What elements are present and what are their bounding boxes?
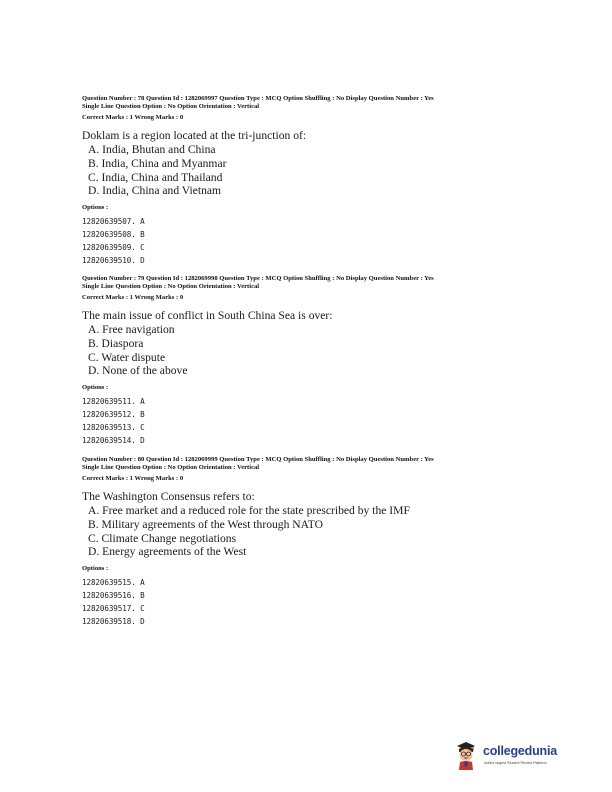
answer-choice-d: D. India, China and Vietnam [88, 184, 222, 198]
question-meta-line1: Question Number : 80 Question Id : 1282069999 Question Type : MCQ Option Shuffling : No Display Question Number : Yes [82, 456, 434, 463]
option-id-list [82, 215, 522, 267]
question-meta-line2: Single Line Question Option : No Option Orientation : Vertical [82, 103, 260, 111]
options-label: Options : [82, 565, 109, 573]
option-id-c: 12820639517. C [82, 604, 145, 614]
question-text: The main issue of conflict in South China Sea is over: [82, 309, 333, 323]
answer-choice-a: A. India, Bhutan and China [88, 143, 216, 157]
option-id-b: 12820639508. B [82, 230, 145, 240]
question-marks: Correct Marks : 1 Wrong Marks : 0 [82, 113, 184, 121]
option-id-list [82, 395, 522, 447]
question-meta [82, 456, 522, 473]
option-id-d: 12820639518. D [82, 617, 145, 627]
option-id-a: 12820639515. A [82, 578, 145, 588]
question-meta [82, 275, 522, 292]
answer-choice-d: D. None of the above [88, 364, 188, 378]
question-meta-line2: Single Line Question Option : No Option Orientation : Vertical [82, 464, 260, 472]
option-id-c: 12820639513. C [82, 423, 145, 433]
question-marks: Correct Marks : 1 Wrong Marks : 0 [82, 474, 184, 482]
answer-choice-c: C. India, China and Thailand [88, 170, 223, 184]
answer-choice-b: B. Diaspora [88, 336, 144, 350]
answer-choices [82, 143, 522, 198]
option-id-b: 12820639512. B [82, 410, 145, 420]
collegedunia-brand [455, 740, 575, 780]
question-meta [82, 95, 522, 112]
question-text: The Washington Consensus refers to: [82, 490, 255, 504]
question-block-78 [82, 95, 522, 267]
answer-choices [82, 504, 522, 559]
options-label: Options : [82, 204, 109, 212]
question-block-79 [82, 275, 522, 447]
question-meta-line1: Question Number : 78 Question Id : 1282069997 Question Type : MCQ Option Shuffling : No Display Question Number : Yes [82, 95, 434, 102]
question-marks: Correct Marks : 1 Wrong Marks : 0 [82, 293, 184, 301]
question-text: Doklam is a region located at the tri-junction of: [82, 129, 307, 143]
question-block-80 [82, 456, 522, 628]
answer-choice-b: B. India, China and Myanmar [88, 156, 227, 170]
brand-name: collegedunia [483, 744, 558, 758]
option-id-b: 12820639516. B [82, 591, 145, 601]
option-id-list [82, 576, 522, 628]
answer-choice-c: C. Climate Change negotiations [88, 531, 237, 545]
student-mascot-icon [455, 740, 477, 770]
brand-tagline: India's largest Student Review Platform [484, 761, 547, 765]
option-id-a: 12820639511. A [82, 397, 145, 407]
option-id-a: 12820639507. A [82, 217, 145, 227]
answer-choice-a: A. Free navigation [88, 323, 175, 337]
option-id-d: 12820639514. D [82, 436, 145, 446]
answer-choice-a: A. Free market and a reduced role for the state prescribed by the IMF [88, 504, 410, 518]
question-meta-line2: Single Line Question Option : No Option Orientation : Vertical [82, 283, 260, 291]
answer-choice-b: B. Military agreements of the West through NATO [88, 517, 323, 531]
question-meta-line1: Question Number : 79 Question Id : 1282069998 Question Type : MCQ Option Shuffling : No Display Question Number : Yes [82, 275, 434, 282]
answer-choice-c: C. Water dispute [88, 350, 166, 364]
answer-choices [82, 323, 522, 378]
options-label: Options : [82, 384, 109, 392]
option-id-c: 12820639509. C [82, 243, 145, 253]
answer-choice-d: D. Energy agreements of the West [88, 545, 247, 559]
option-id-d: 12820639510. D [82, 256, 145, 266]
